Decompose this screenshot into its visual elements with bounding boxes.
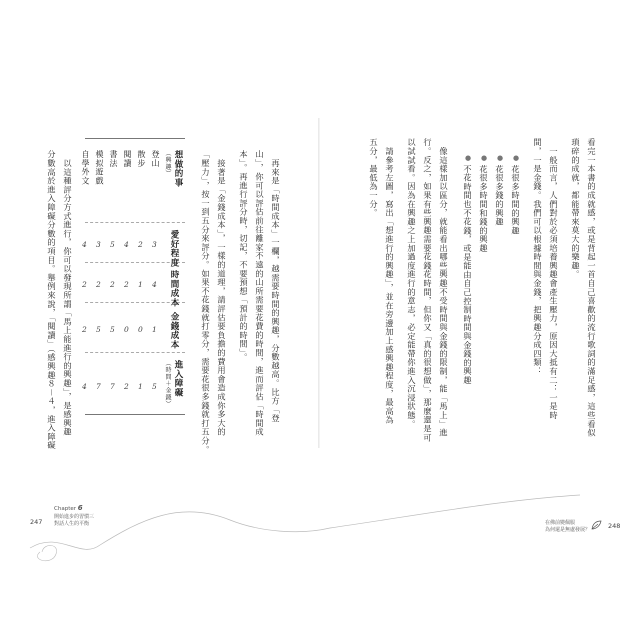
row-2-money: 0: [138, 325, 143, 334]
right-footer-line-1: 在佛前變佩服: [545, 520, 576, 526]
row-4-time: 2: [110, 280, 115, 289]
right-col-12: 請參考左圖，寫出「想進行的興趣」，並在旁邊加上感興趣程度，最高為: [385, 138, 395, 425]
swash-loop: [37, 545, 56, 560]
row-5-name: 模拟遊戲: [95, 150, 104, 186]
left-page-number: 247: [30, 518, 43, 526]
left-col-3: 本」。再進行評分時，切記，不要預想「預計的時間」。: [239, 150, 249, 362]
left-col-4: 接著是「金錢成本」，一樣的道理，請評估要負擔的費用會造成你多大的: [217, 150, 227, 437]
right-page-number: 248: [608, 522, 621, 530]
table-header-rule: [85, 222, 185, 223]
left-col-5: 「壓力」，按一到五分來評分。如果不花錢就打零分，需要花很多錢就打五分。: [201, 150, 211, 454]
row-3-name: 閱讀: [123, 150, 132, 168]
row-3-time: 2: [124, 280, 129, 289]
left-footer-line-2: 對話人生的平衡: [54, 521, 90, 527]
row-2-interest: 2: [138, 240, 143, 249]
row-5-barrier: 7: [96, 382, 101, 391]
book-spine: [318, 118, 320, 448]
row-3-interest: 4: [124, 240, 129, 249]
table-top-rule: [85, 138, 185, 139]
table-bottom-rule: [85, 414, 185, 415]
chapter-label: [54, 504, 83, 512]
row-2-time: 1: [138, 280, 143, 289]
row-1-money: 1: [152, 325, 157, 334]
chapter-word: Chapter: [54, 506, 76, 512]
row-6-interest: 4: [82, 240, 87, 249]
row-6-time: 2: [82, 280, 87, 289]
row-1-time: 4: [152, 280, 157, 289]
left-bottom-col-1: 以這種評分方式進行，你可以發現所謂「馬上能進行的興趣」，是感興趣: [63, 150, 73, 437]
header-barrier-sub: （時間＋金錢）: [164, 360, 171, 408]
left-col-1: 再來是「時間成本」一欄，越需要時間的興趣，分數越高。比方「登: [271, 150, 281, 423]
right-bullet-4: ● 不花時間也不花錢，或是能由自己控制時間與金錢的興趣: [462, 154, 474, 385]
right-col-9: 像這樣加以區分，就能看出哪些興趣不受時間與金錢的限制，能「馬上」進: [439, 138, 449, 438]
row-4-name: 書法: [109, 150, 118, 168]
left-col-2: 山」，你可以評估前往離家不遠的山所需要花費的時間，進而評估「時間成: [255, 150, 265, 437]
row-1-name: 登山: [151, 150, 160, 168]
right-col-2: 瑣碎的成就，都能帶來莫大的樂趣。: [571, 138, 581, 279]
left-footer-line-1: 開始進步的習慣三: [54, 514, 95, 520]
right-col-10: 行。反之，如果有些興趣需要花錢花時間，但你又「真的很想做」，那麼還是可: [423, 138, 433, 442]
header-name-sub: （興趣）: [164, 150, 171, 178]
right-bullet-2: ● 花很多錢的興趣: [494, 154, 506, 226]
right-col-11: 以試試看。因為在興趣之上加過度進行的意志，必定能帶你進入沉浸狀態。: [407, 138, 417, 429]
row-6-money: 2: [82, 325, 87, 334]
right-col-4: 間，一是金錢。我們可以根據時間與金錢，把興趣分成四類：: [533, 138, 543, 376]
row-3-money: 0: [124, 325, 129, 334]
chapter-number: 6: [77, 504, 83, 512]
header-name: 想做的事: [173, 150, 183, 188]
row-6-barrier: 4: [82, 382, 87, 391]
row-4-barrier: 7: [110, 382, 115, 391]
header-barrier: 進入障礙: [173, 360, 183, 398]
header-interest: 愛好程度: [169, 230, 179, 268]
table-money-rule: [85, 352, 185, 353]
leaf-icon: [590, 520, 602, 530]
row-3-barrier: 2: [124, 382, 129, 391]
row-2-name: 散步: [137, 150, 146, 168]
row-4-money: 5: [110, 325, 115, 334]
right-bullet-3: ● 花很多時間和錢的興趣: [478, 154, 490, 253]
right-col-1: 看完一本書的成就感，或是背起一首自己喜歡的流行歌詞的滿足感，這些看似: [587, 138, 597, 438]
left-bottom-col-2: 分數高於進入障礙分數的項目。舉例來說，「閱讀」（感興趣８－４，進入障礙: [47, 150, 57, 450]
row-1-interest: 3: [152, 240, 157, 249]
header-money: 金錢成本: [169, 312, 179, 350]
row-4-interest: 5: [110, 240, 115, 249]
right-bullet-1: ● 花很多時間的興趣: [510, 154, 522, 235]
row-1-barrier: 5: [152, 382, 157, 391]
swash-line: [30, 495, 580, 549]
right-footer-line-2: 為何還是無處發展？: [545, 527, 591, 533]
right-col-3: 一般而言，人們對於必須培養興趣會產生壓力，原因大抵有二：一是時: [549, 138, 559, 420]
row-5-time: 2: [96, 280, 101, 289]
header-time: 時間成本: [169, 270, 179, 308]
row-2-barrier: 1: [138, 382, 143, 391]
right-col-13: 五分，最低為一分。: [369, 138, 379, 218]
row-5-money: 5: [96, 325, 101, 334]
row-5-interest: 3: [96, 240, 101, 249]
row-6-name: 自學外文: [81, 150, 90, 186]
